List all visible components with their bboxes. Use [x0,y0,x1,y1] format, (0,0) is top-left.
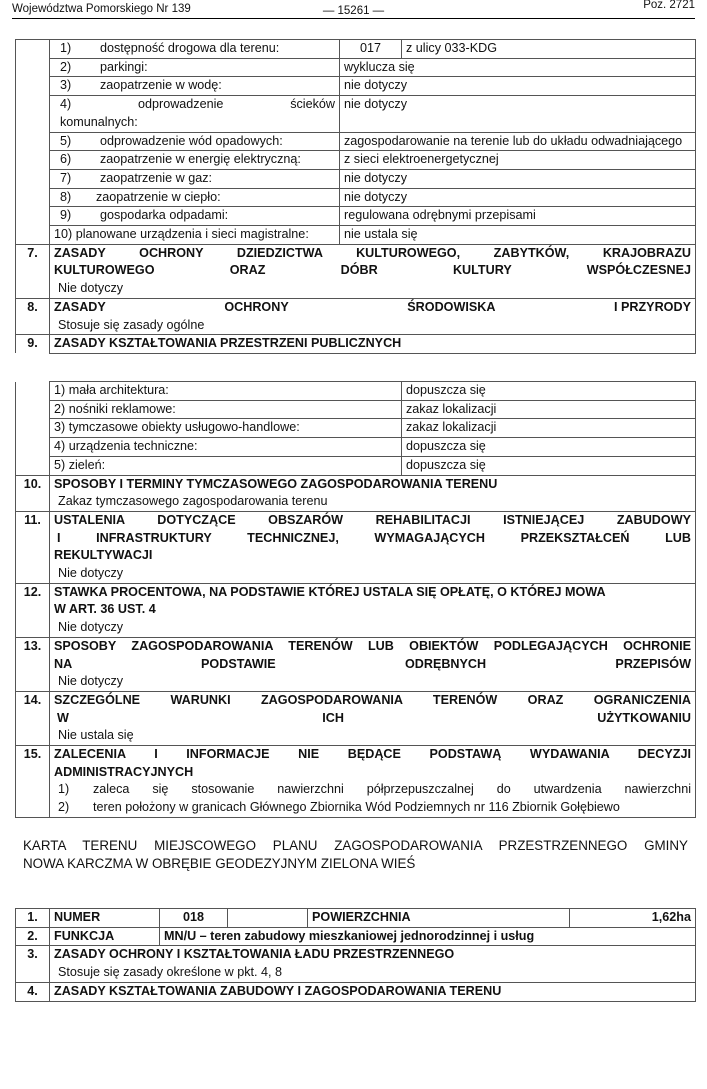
section-title: SPOSOBY I TERMINY TYMCZASOWEGO ZAGOSPODAROWANIA TERENU [54,476,498,491]
infra-value: regulowana odrębnymi przepisami [340,207,696,226]
section-title: ZASADY KSZTAŁTOWANIA PRZESTRZENI PUBLICZNYCH [50,335,696,354]
infra-value: nie dotyczy [340,169,696,188]
infra-label: zaopatrzenie w gaz: [100,170,213,185]
page-header [12,0,695,19]
function-label: FUNKCJA [50,927,160,946]
item-value: zakaz lokalizacji [402,400,696,419]
public-space-row [16,382,696,401]
section-text: Stosuje się zasady określone w pkt. 4, 8 [58,965,283,980]
section-11: 11. USTALENIA DOTYCZĄCE OBSZARÓW REHABILITACJI ISTNIEJĄCEJ ZABUDOWY I INFRASTRUKTURY TECHNICZNEJ, WYMAGAJĄCYCH PRZEKSZTAŁCEŃ LUB REKULTYWACJI Nie dotyczy [16,511,696,583]
item-label: 4) urządzenia techniczne: [50,438,402,457]
section-15: 15. ZALECENIA I INFORMACJE NIE BĘDĄCE PODSTAWĄ WYDAWANIA DECYZJI ADMINISTRACYJNYCH 1) zaleca się stosowanie nawierzchni półprzepuszczalnej do utwardzenia nawierzchni 2) teren położony w granicach Głównego Zbiornika Wód Podziemnych nr 116 Zbiornik Gołębiewo [16,746,696,818]
infra-row: 1) dostępność drogowa dla terenu: 017 z ulicy 033-KDG [16,40,696,59]
infra-value: z sieci elektroenergetycznej [340,151,696,170]
section-text: Nie dotyczy [58,566,124,581]
infra-row: 6) zaopatrzenie w energię elektryczną: z sieci elektroenergetycznej [16,151,696,170]
infra-row: 5) odprowadzenie wód opadowych: zagospodarowanie na terenie lub do układu odwadniającego [16,132,696,151]
plan-table-continued [15,39,696,354]
infra-row [16,226,696,245]
infra-label: 10) planowane urządzenia i sieci magistralne: [50,226,340,245]
plan-card-title: KARTA TERENU MIEJSCOWEGO PLANU ZAGOSPODAROWANIA PRZESTRZENNEGO GMINY NOWA KARCZMA W OBRĘBIE GEODEZYJNYM ZIELONA WIEŚ [23,838,688,871]
journal-name: Województwa Pomorskiego Nr 139 [12,3,191,15]
section-text: Nie dotyczy [58,674,124,689]
number-label: NUMER [50,909,160,928]
infra-value: nie dotyczy [340,77,696,96]
section-title: ZALECENIA I INFORMACJE NIE BĘDĄCE PODSTAWĄ WYDAWANIA DECYZJI [54,747,691,762]
infra-value: nie dotyczy [340,188,696,207]
section-text: Nie dotyczy [58,281,124,296]
infra-label: zaopatrzenie w energię elektryczną: [100,152,301,167]
item-label: 1) mała architektura: [50,382,402,401]
public-space-row [16,438,696,457]
section-title: W ICH UŻYTKOWANIU [57,710,691,725]
section-title: STAWKA PROCENTOWA, NA PODSTAWIE KTÓREJ USTALA SIĘ OPŁATĘ, O KTÓREJ MOWA [54,584,606,599]
section-title: W ART. 36 UST. 4 [54,602,156,617]
infra-label: zaopatrzenie w wodę: [100,78,222,93]
area-value: 1,62ha [570,909,696,928]
function-row: 2. FUNKCJA MN/U – teren zabudowy mieszkaniowej jednorodzinnej i usług [16,927,696,946]
public-space-row [16,400,696,419]
section-title: ZASADY OCHRONY ŚRODOWISKA I PRZYRODY [54,299,691,314]
infra-value: nie ustala się [340,226,696,245]
section-3: 3. ZASADY OCHRONY I KSZTAŁTOWANIA ŁADU PRZESTRZENNEGO Stosuje się zasady określone w pkt. 4, 8 [16,946,696,982]
item-value: zakaz lokalizacji [402,419,696,438]
item-label: 3) tymczasowe obiekty usługowo-handlowe: [50,419,402,438]
page-number: — 15261 — [322,5,385,17]
plan-card-table [15,908,696,1002]
section-title: SPOSOBY ZAGOSPODAROWANIA TERENÓW LUB OBIEKTÓW PODLEGAJĄCYCH OCHRONIE [54,638,691,653]
public-space-row [16,456,696,475]
section-title: ZASADY OCHRONY I KSZTAŁTOWANIA ŁADU PRZESTRZENNEGO [54,947,455,962]
section-title: USTALENIA DOTYCZĄCE OBSZARÓW REHABILITACJI ISTNIEJĄCEJ ZABUDOWY [54,512,691,527]
section-title: REKULTYWACJI [54,548,153,563]
infra-value: wyklucza się [340,58,696,77]
infra-row: 8) zaopatrzenie w ciepło: nie dotyczy [16,188,696,207]
infra-label: parkingi: [100,59,148,74]
section-text: Nie ustala się [58,728,134,743]
infra-value: z ulicy 033-KDG [402,40,696,59]
infra-row: 9) gospodarka odpadami: regulowana odrębnymi przepisami [16,207,696,226]
section-text: Nie dotyczy [58,620,124,635]
function-value: MN/U – teren zabudowy mieszkaniowej jednorodzinnej i usług [160,927,696,946]
section-10: 10. SPOSOBY I TERMINY TYMCZASOWEGO ZAGOSPODAROWANIA TERENU Zakaz tymczasowego zagospodarowania terenu [16,475,696,511]
infra-label: dostępność drogowa dla terenu: [100,41,280,55]
public-space-row [16,419,696,438]
section-14: 14. SZCZEGÓLNE WARUNKI ZAGOSPODAROWANIA TERENÓW ORAZ OGRANICZENIA W ICH UŻYTKOWANIU Nie ustala się [16,691,696,745]
section-title: I INFRASTRUKTURY TECHNICZNEJ, WYMAGAJĄCYCH PRZEKSZTAŁCEŃ LUB [57,530,691,545]
section-12: 12. STAWKA PROCENTOWA, NA PODSTAWIE KTÓREJ USTALA SIĘ OPŁATĘ, O KTÓREJ MOWA W ART. 36 UST. 4 Nie dotyczy [16,583,696,637]
section-title: ZASADY OCHRONY DZIEDZICTWA KULTUROWEGO, ZABYTKÓW, KRAJOBRAZU [54,245,691,260]
section-8: 8. ZASADY OCHRONY ŚRODOWISKA I PRZYRODY Stosuje się zasady ogólne [16,298,696,334]
section-title: ADMINISTRACYJNYCH [54,764,194,779]
infra-label: gospodarka odpadami: [100,208,229,223]
infra-label: zaopatrzenie w ciepło: [96,189,221,204]
infra-row: 4) odprowadzenie ścieków komunalnych: nie dotyczy [16,96,696,132]
item-label: 5) zieleń: [50,456,402,475]
item-value: dopuszcza się [402,456,696,475]
section-7: 7. ZASADY OCHRONY DZIEDZICTWA KULTUROWEGO, ZABYTKÓW, KRAJOBRAZU KULTUROWEGO ORAZ DÓBR KULTURY WSPÓŁCZESNEJ Nie dotyczy [16,244,696,298]
section-text: Zakaz tymczasowego zagospodarowania terenu [58,494,328,509]
section-13: 13. SPOSOBY ZAGOSPODAROWANIA TERENÓW LUB OBIEKTÓW PODLEGAJĄCYCH OCHRONIE NA PODSTAWIE ODRĘBNYCH PRZEPISÓW Nie dotyczy [16,637,696,691]
section-title: SZCZEGÓLNE WARUNKI ZAGOSPODAROWANIA TERENÓW ORAZ OGRANICZENIA [54,692,691,707]
section-text: Stosuje się zasady ogólne [58,317,205,332]
section-title: KULTUROWEGO ORAZ DÓBR KULTURY WSPÓŁCZESNEJ [54,263,691,278]
item-label: 2) nośniki reklamowe: [50,400,402,419]
recommendation-item: 2) teren położony w granicach Głównego Zbiornika Wód Podziemnych nr 116 Zbiornik Gołębiewo [58,800,620,815]
infra-row: 3) zaopatrzenie w wodę: nie dotyczy [16,77,696,96]
number-row: 1. NUMER 018 POWIERZCHNIA 1,62ha [16,909,696,928]
road-code: 017 [340,40,402,59]
plan-table-sections [15,381,696,818]
area-number: 018 [160,909,228,928]
section-4: 4. ZASADY KSZTAŁTOWANIA ZABUDOWY I ZAGOSPODAROWANIA TERENU [16,982,696,1001]
item-value: dopuszcza się [402,382,696,401]
section-title: ZASADY KSZTAŁTOWANIA ZABUDOWY I ZAGOSPODAROWANIA TERENU [50,982,696,1001]
section-6-number-cell [16,40,50,245]
infra-value: zagospodarowanie na terenie lub do układu odwadniającego [340,132,696,151]
item-value: dopuszcza się [402,438,696,457]
section-9: 9. ZASADY KSZTAŁTOWANIA PRZESTRZENI PUBLICZNYCH [16,335,696,354]
section-title: NA PODSTAWIE ODRĘBNYCH PRZEPISÓW [54,656,691,671]
position-number: Poz. 2721 [643,0,695,11]
infra-value: nie dotyczy [340,96,696,132]
infra-label: odprowadzenie wód opadowych: [100,133,283,148]
area-label: POWIERZCHNIA [308,909,570,928]
infra-row: 7) zaopatrzenie w gaz: nie dotyczy [16,169,696,188]
infra-row: 2) parkingi: wyklucza się [16,58,696,77]
recommendation-item: 1) zaleca się stosowanie nawierzchni półprzepuszczalnej do utwardzenia nawierzchni [58,782,691,797]
